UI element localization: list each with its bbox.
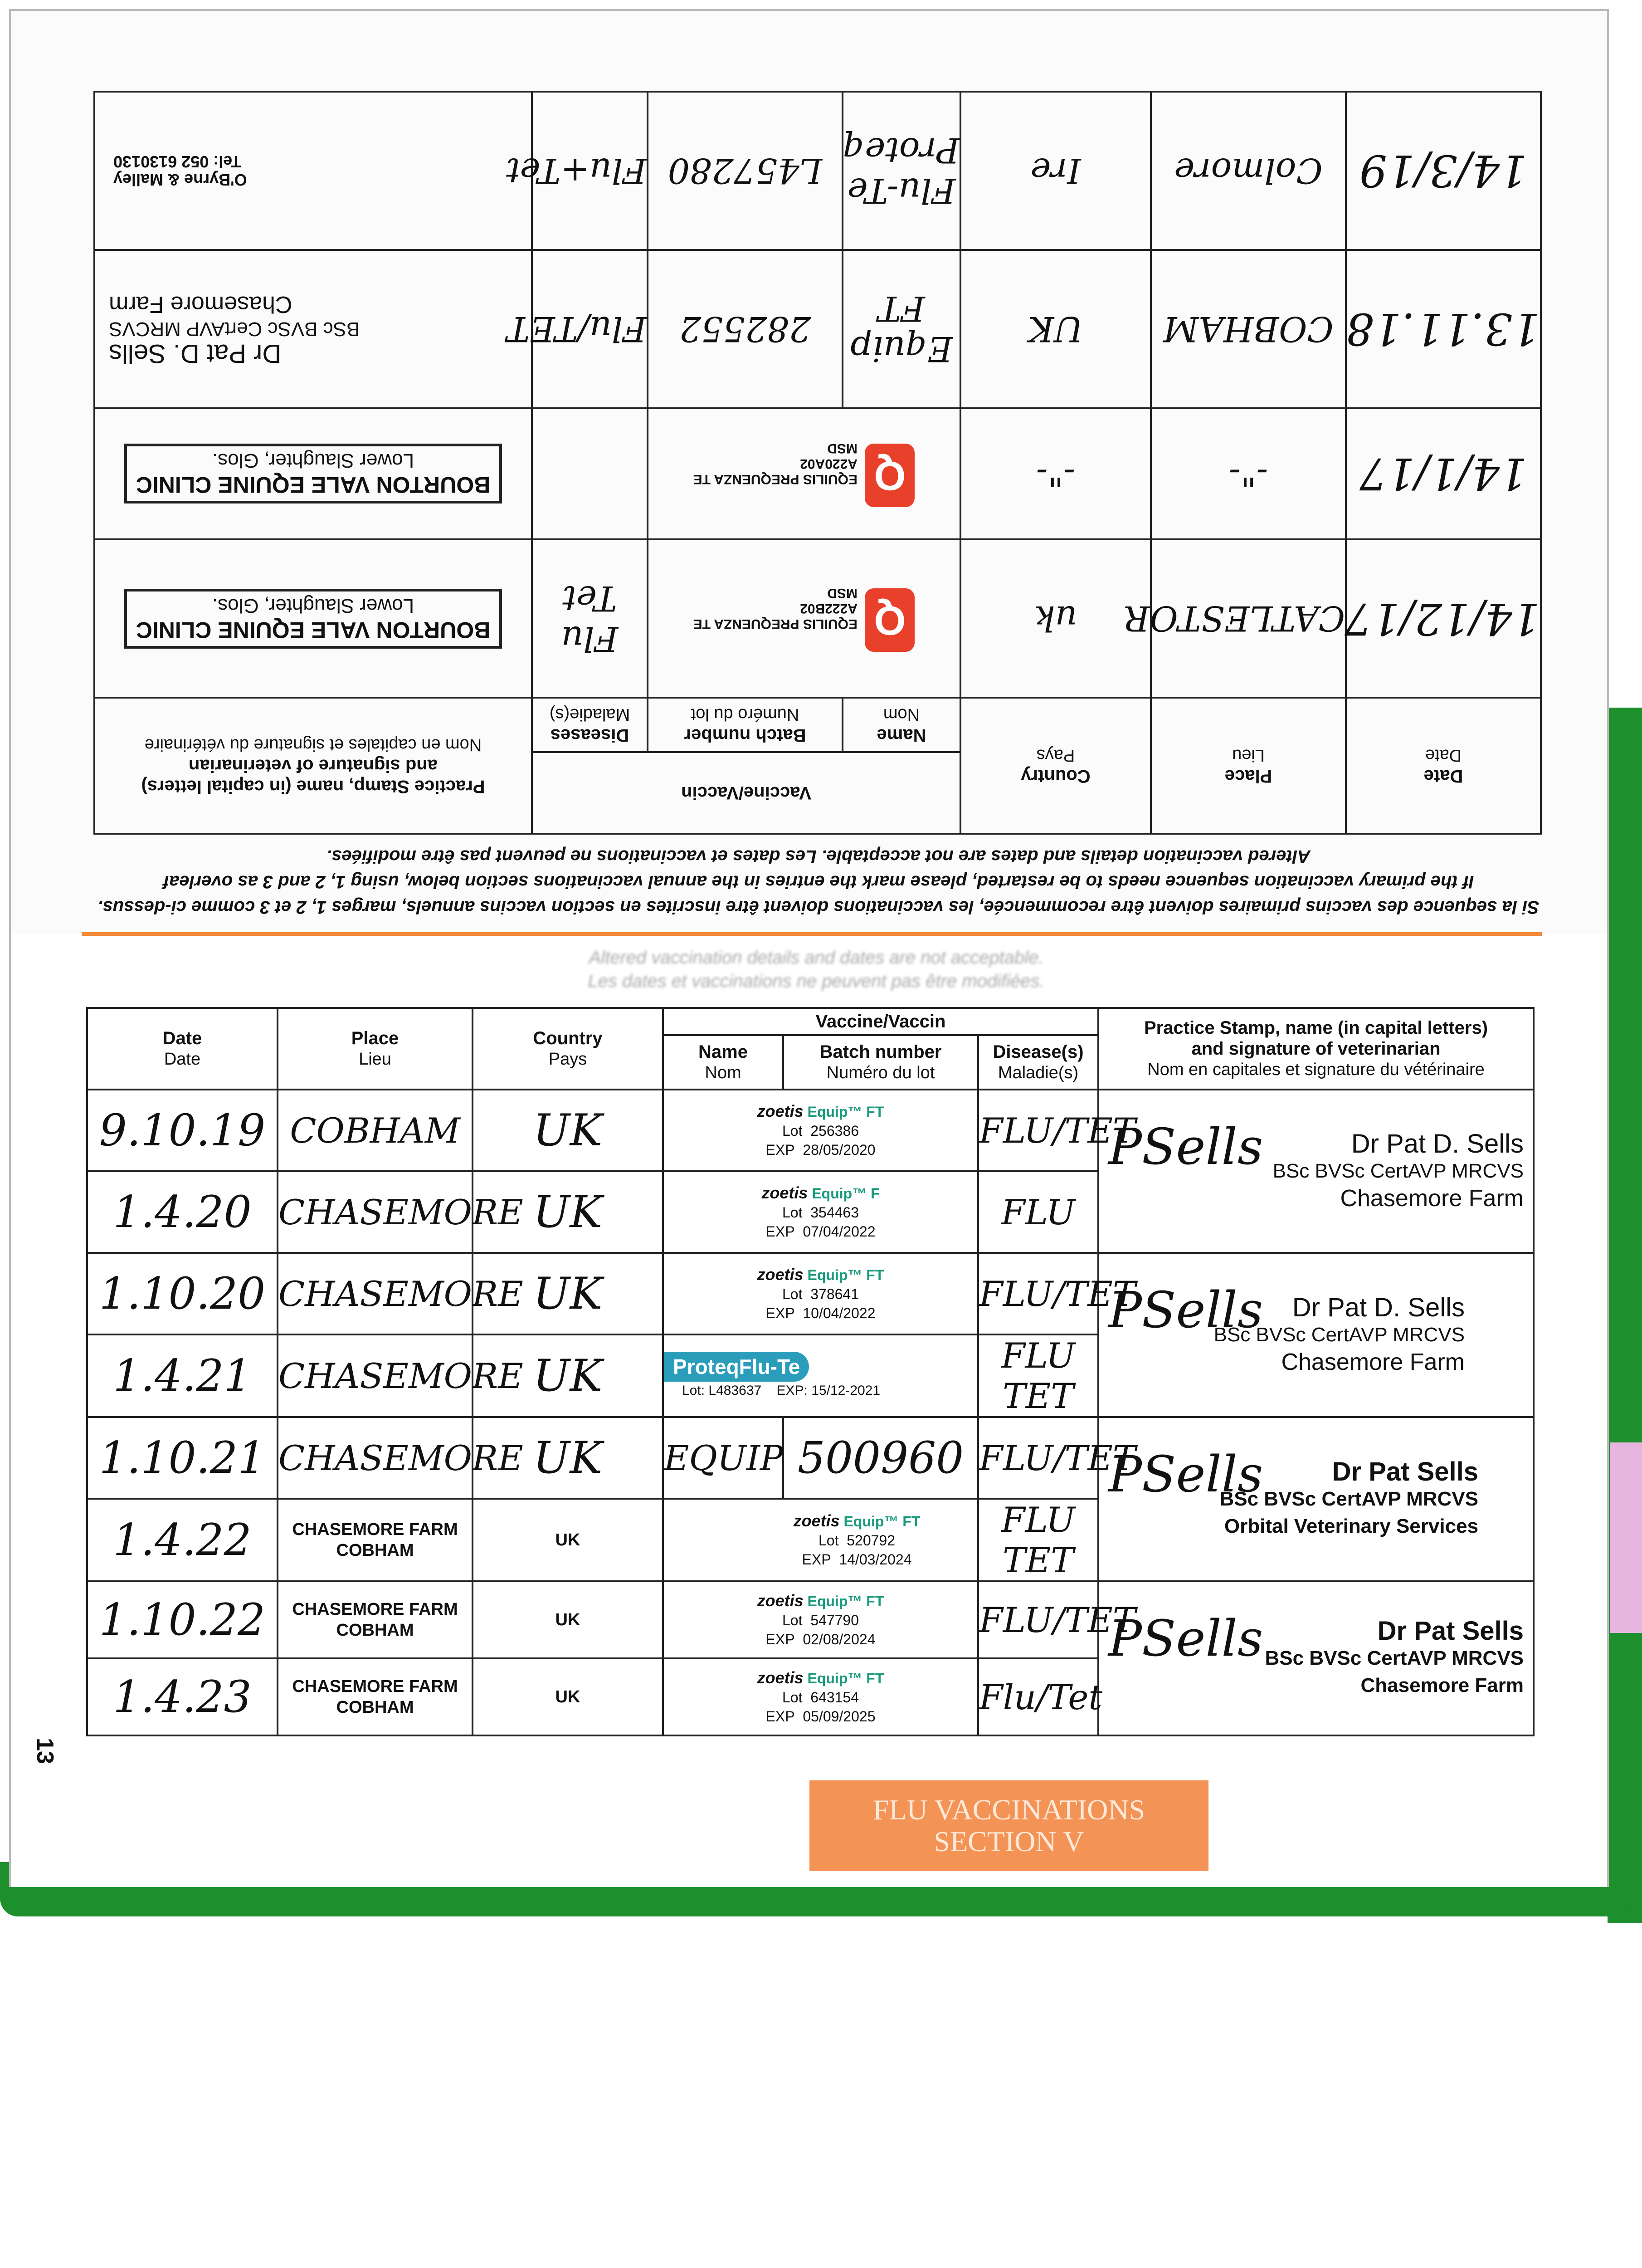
vaccine-sticker: zoetis Equip™ FT Lot 256386 EXP 28/05/2020 (663, 1090, 978, 1171)
flu-vaccination-table (86, 1007, 1535, 1736)
vet-farm: Orbital Veterinary Services (1224, 1515, 1479, 1537)
top-note-2: If the primary vaccination sequence needs to be restarted, please mark the entries in the annual vaccinations section below, using 1, 2 and 3 as overleaf (163, 872, 1474, 892)
top-row-date: 14/3/19 (1346, 92, 1541, 250)
vet-farm: Chasemore Farm (1340, 1185, 1524, 1212)
top-table-row (94, 539, 1541, 698)
top-row-stamp (94, 250, 532, 408)
vet-farm: Chasemore Farm (1360, 1674, 1524, 1696)
section-tab (809, 1780, 1208, 1871)
vaccine-sticker: zoetis Equip™ FT Lot 378641 EXP 10/04/2022 (663, 1253, 978, 1334)
header-disease: Disease(s) Maladie(s) (978, 1035, 1098, 1090)
row-country: UK (473, 1253, 663, 1334)
top-note-3: Si la sequence des vaccins primaires doivent être recommencée, les vaccinations doivent être inscrites en section vaccins annuels, marges 1, 2 et 3 comme ci-dessus. (97, 897, 1540, 917)
vaccine-label-brand: MSD (827, 586, 858, 601)
table-row (87, 1417, 1534, 1499)
top-row-stamp (94, 408, 532, 539)
vet-quals: BSc BVSc CertAVP MRCVS (1219, 1488, 1479, 1510)
signature-image: PSells (1108, 1281, 1263, 1339)
header-stamp: Practice Stamp, name (in capital letters) and signature of veterinarian Nom en capitales et signature du vétérinaire (1098, 1008, 1534, 1090)
row-date: 1.10.21 (87, 1417, 278, 1499)
top-row-place: COBHAM (1151, 250, 1346, 408)
vet-farm: Chasemore Farm (1281, 1349, 1465, 1375)
top-row-vaccine-label (648, 408, 960, 539)
row-place: CHASEMORE FARM COBHAM (278, 1658, 473, 1735)
vet-quals: BSc BVSc CertAVP MRCVS (108, 318, 360, 341)
row-date: 1.4.22 (87, 1499, 278, 1581)
header-batch: Batch number Numéro du lot (783, 1035, 978, 1090)
top-row-date: 14/1/17 (1346, 408, 1541, 539)
signature-image: PSells (1108, 1445, 1263, 1503)
practice-stamp-name: O'Byrne & Malley (113, 171, 247, 190)
row-country: UK (473, 1499, 663, 1581)
cover-edge-right (1608, 708, 1642, 1923)
vet-farm: Chasemore Farm (108, 291, 292, 318)
vet-stamp-cell (1098, 1581, 1534, 1735)
top-row-stamp (94, 539, 532, 698)
vet-stamp-cell (1098, 1253, 1534, 1417)
vaccine-sticker: zoetis Equip™ FT Lot 520792 EXP 14/03/2024 (663, 1499, 978, 1581)
row-disease: FLU/TET (978, 1253, 1098, 1334)
top-header-batch: Batch number Numéro du lot (648, 698, 843, 752)
top-row-place: CATLESTOR (1151, 539, 1346, 698)
row-country: UK (473, 1581, 663, 1658)
proteq-logo-icon: Q (865, 588, 915, 652)
row-disease: FLU/TET (978, 1581, 1098, 1658)
top-header-country: Country Pays (960, 698, 1151, 834)
row-date: 1.10.22 (87, 1581, 278, 1658)
row-disease: FLU/TET (978, 1417, 1098, 1499)
row-disease: FLU (978, 1171, 1098, 1253)
top-row-disease: Flu/TET (532, 250, 648, 408)
top-vaccination-table (95, 91, 1542, 835)
row-place: CHASEMORE (278, 1417, 473, 1499)
vet-name: Dr Pat D. Sells (1292, 1293, 1465, 1322)
header-name: Name Nom (663, 1035, 783, 1090)
header-date: Date Date (87, 1008, 278, 1090)
vaccine-sticker: ProteqFlu-Te Lot: L483637 EXP: 15/12-2021 (663, 1334, 978, 1417)
row-country: UK (473, 1090, 663, 1171)
top-table-row (94, 92, 1541, 250)
row-place: CHASEMORE FARM COBHAM (278, 1499, 473, 1581)
row-place: CHASEMORE (278, 1334, 473, 1417)
row-vaccine-name: EQUIP (663, 1417, 783, 1499)
row-place: CHASEMORE (278, 1253, 473, 1334)
vaccine-label-batch: A220A02 (800, 456, 858, 472)
pink-tab (1610, 1442, 1642, 1633)
row-place: CHASEMORE (278, 1171, 473, 1253)
header-vaccine: Vaccine/Vaccin (663, 1008, 1098, 1035)
header-place: Place Lieu (278, 1008, 473, 1090)
clinic-stamp: BOURTON VALE EQUINE CLINIC Lower Slaughter, Glos. (124, 444, 502, 504)
vet-name: Dr Pat D. Sells (108, 339, 282, 369)
top-row-disease: Flu Tet (532, 539, 648, 698)
page-number: 13 (31, 1738, 58, 1764)
vaccine-sticker: zoetis Equip™ FT Lot 547790 EXP 02/08/2024 (663, 1581, 978, 1658)
vet-quals: BSc BVSc CertAVP MRCVS (1265, 1647, 1524, 1669)
top-row-disease (532, 408, 648, 539)
header-country: Country Pays (473, 1008, 663, 1090)
vet-name: Dr Pat Sells (1332, 1457, 1479, 1486)
top-row-place: -"- (1151, 408, 1346, 539)
top-header-vaccine: Vaccine/Vaccin (532, 752, 960, 834)
practice-stamp-phone: Tel: 052 6130130 (113, 152, 241, 171)
table-row (87, 1581, 1534, 1658)
row-date: 1.4.23 (87, 1658, 278, 1735)
row-date: 1.4.20 (87, 1171, 278, 1253)
top-row-country: -"- (960, 408, 1151, 539)
row-country: UK (473, 1658, 663, 1735)
vet-quals: BSc BVSc CertAVP MRCVS (1213, 1324, 1465, 1346)
vet-quals: BSc BVSc CertAVP MRCVS (1272, 1160, 1524, 1182)
vaccine-sticker: zoetis Equip™ F Lot 354463 EXP 07/04/2022 (663, 1171, 978, 1253)
vaccine-label-brand: MSD (827, 441, 858, 456)
row-disease: FLU TET (978, 1334, 1098, 1417)
top-row-disease: Flu+Tet (532, 92, 648, 250)
top-header-disease: Diseases Maladie(s) (532, 698, 648, 752)
row-disease: FLU TET (978, 1499, 1098, 1581)
row-date: 1.10.20 (87, 1253, 278, 1334)
vaccine-label-name: EQUILIS PREQUENZA TE (693, 472, 858, 487)
top-row-country: uk (960, 539, 1151, 698)
top-row-vaccine-label (648, 539, 960, 698)
top-row-name: Equip FT (843, 250, 960, 408)
top-row-name: Flu-Te Proteq (843, 92, 960, 250)
top-row-date: 14/12/17 (1346, 539, 1541, 698)
top-row-batch: L457280 (648, 92, 843, 250)
vet-name: Dr Pat D. Sells (1351, 1129, 1524, 1158)
row-disease: Flu/Tet (978, 1658, 1098, 1735)
vaccine-label-batch: A222B02 (800, 601, 858, 616)
top-header-name: Name Nom (843, 698, 960, 752)
top-notes (82, 844, 1555, 920)
vaccine-sticker: zoetis Equip™ FT Lot 643154 EXP 05/09/2025 (663, 1658, 978, 1735)
section-tab-line2: SECTION V (934, 1825, 1084, 1857)
row-date: 1.4.21 (87, 1334, 278, 1417)
row-vaccine-batch: 500960 (783, 1417, 978, 1499)
top-row-country: UK (960, 250, 1151, 408)
top-header-date: Date Date (1346, 698, 1541, 834)
top-header-place: Place Lieu (1151, 698, 1346, 834)
top-row-country: Ire (960, 92, 1151, 250)
faded-note: Altered vaccination details and dates are not acceptable. Les dates et vaccinations ne peuvent pas être modifiées. (588, 948, 1045, 991)
top-row-place: Colmore (1151, 92, 1346, 250)
proteq-label: ProteqFlu-Te (664, 1352, 809, 1382)
row-country: UK (473, 1171, 663, 1253)
clinic-stamp: BOURTON VALE EQUINE CLINIC Lower Slaughter, Glos. (124, 589, 502, 649)
vet-name: Dr Pat Sells (1377, 1616, 1524, 1646)
orange-divider (82, 932, 1542, 936)
top-note-1: Altered vaccination details and dates are not acceptable. Les dates et vaccinations ne peuvent pas être modifiées. (326, 846, 1311, 866)
top-table-row (94, 250, 1541, 408)
vet-stamp-cell (1098, 1417, 1534, 1581)
top-table-row (94, 408, 1541, 539)
signature-image: PSells (1108, 1118, 1263, 1176)
proteq-logo-icon: Q (865, 444, 915, 507)
row-place: COBHAM (278, 1090, 473, 1171)
row-country: UK (473, 1334, 663, 1417)
top-row-date: 13.11.18 (1346, 250, 1541, 408)
vaccine-label-name: EQUILIS PREQUENZA TE (693, 616, 858, 632)
top-row-stamp (94, 92, 532, 250)
top-row-batch: 282552 (648, 250, 843, 408)
row-place: CHASEMORE FARM COBHAM (278, 1581, 473, 1658)
row-country: UK (473, 1417, 663, 1499)
table-row (87, 1253, 1534, 1334)
vet-stamp-cell (1098, 1090, 1534, 1253)
table-row (87, 1090, 1534, 1171)
signature-image: PSells (1108, 1609, 1263, 1667)
row-date: 9.10.19 (87, 1090, 278, 1171)
section-tab-line1: FLU VACCINATIONS (872, 1794, 1145, 1826)
top-header-stamp: Practice Stamp, name (in capital letters) and signature of veterinarian Nom en capitales et signature du vétérinaire (94, 698, 532, 834)
row-disease: FLU/TET (978, 1090, 1098, 1171)
